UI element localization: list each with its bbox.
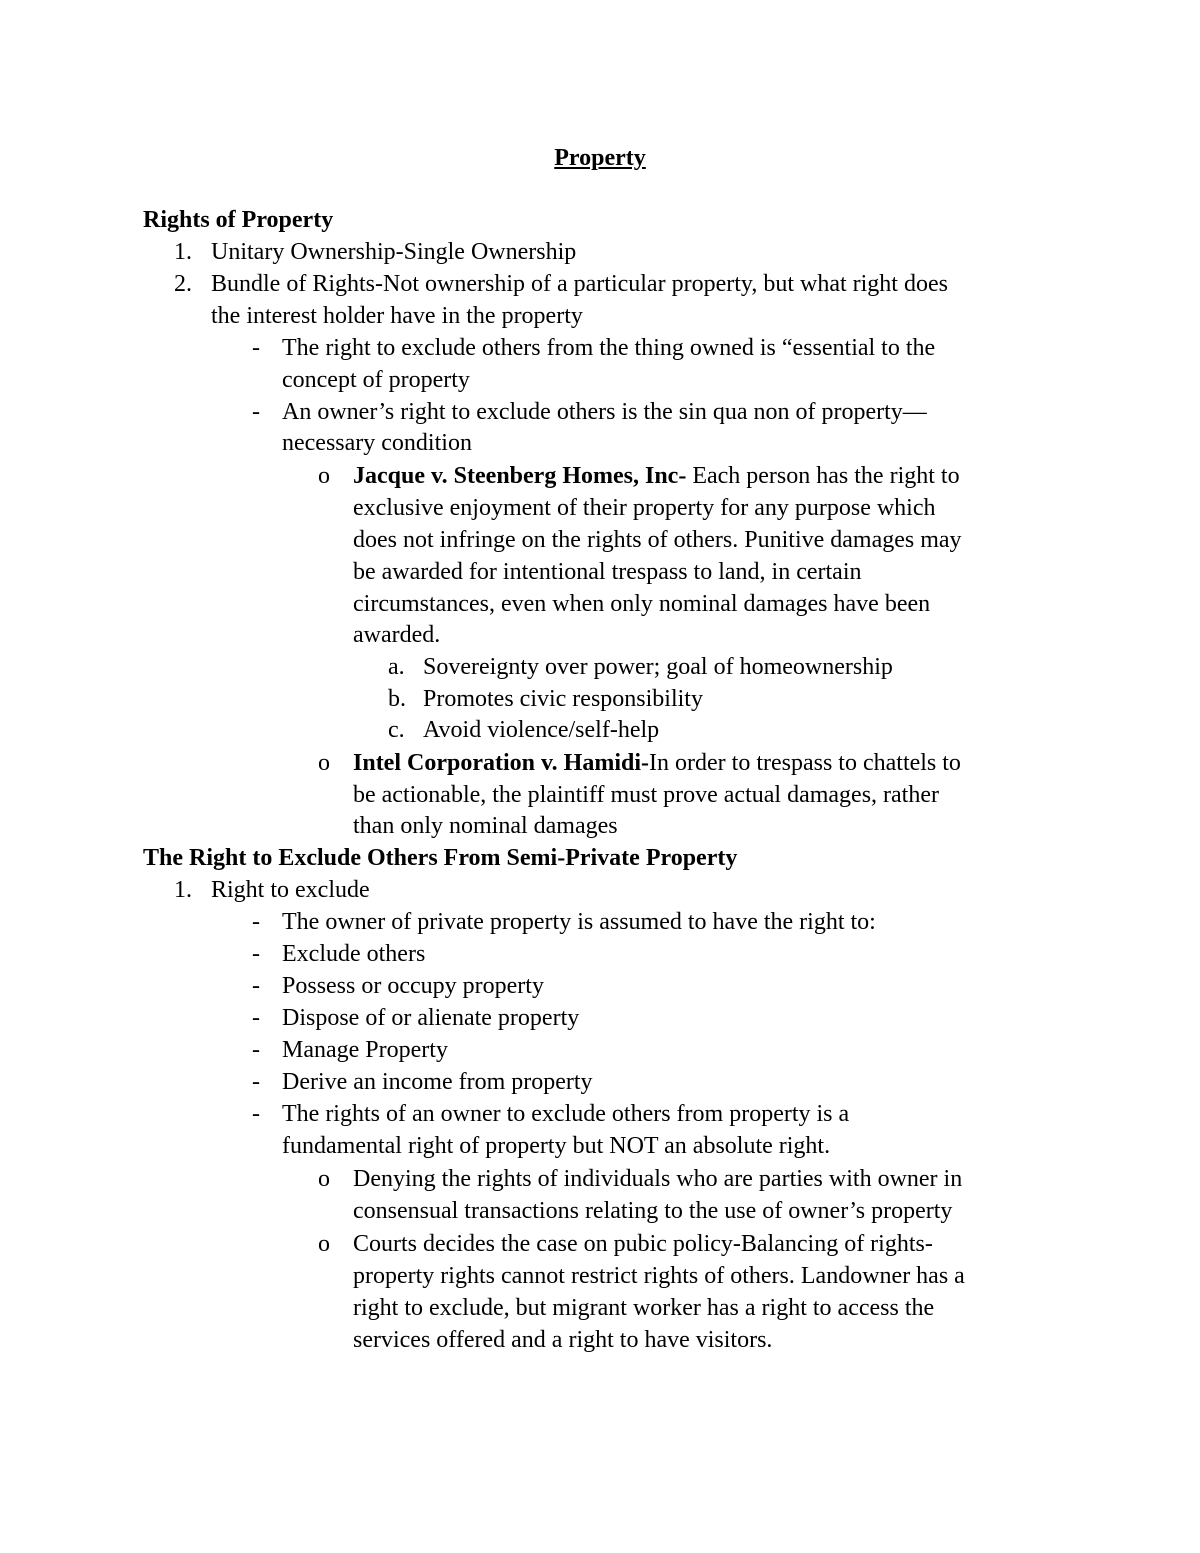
dash-bullet: - bbox=[252, 909, 260, 935]
dash-bullet: - bbox=[252, 399, 260, 425]
bullet-text: fundamental right of property but NOT an absolute right. bbox=[282, 1133, 831, 1159]
list-item-text: the interest holder have in the property bbox=[211, 303, 583, 329]
section-heading-rights-of-property: Rights of Property bbox=[143, 207, 334, 233]
case-text: than only nominal damages bbox=[353, 813, 618, 839]
sub-bullet-text: consensual transactions relating to the use of owner’s property bbox=[353, 1198, 953, 1224]
dash-bullet: - bbox=[252, 1069, 260, 1095]
sub-bullet-text: Denying the rights of individuals who are parties with owner in bbox=[353, 1166, 963, 1192]
case-text: awarded. bbox=[353, 622, 441, 648]
bullet-text: Dispose of or alienate property bbox=[282, 1005, 580, 1031]
case-text: exclusive enjoyment of their property for any purpose which bbox=[353, 495, 936, 521]
case-text: be actionable, the plaintiff must prove actual damages, rather bbox=[353, 782, 939, 808]
case-text: Each person has the right to bbox=[686, 463, 960, 489]
bullet-text: The owner of private property is assumed to have the right to: bbox=[282, 909, 876, 935]
dash-bullet: - bbox=[252, 1037, 260, 1063]
list-number: 1. bbox=[174, 239, 192, 265]
case-name-jacque: Jacque v. Steenberg Homes, Inc- bbox=[353, 463, 687, 489]
bullet-text: The right to exclude others from the thing owned is “essential to the bbox=[282, 335, 936, 361]
case-line bbox=[353, 461, 960, 492]
case-text: In order to trespass to chattels to bbox=[649, 750, 961, 776]
bullet-text: The rights of an owner to exclude others from property is a bbox=[282, 1101, 850, 1127]
sub-item-text: Sovereignty over power; goal of homeownership bbox=[423, 654, 893, 680]
case-text: be awarded for intentional trespass to land, in certain bbox=[353, 559, 862, 585]
bullet-text: An owner’s right to exclude others is the sin qua non of property— bbox=[282, 399, 927, 425]
list-item-text: Bundle of Rights-Not ownership of a particular property, but what right does bbox=[211, 271, 948, 297]
bullet-text: Exclude others bbox=[282, 941, 426, 967]
case-name-intel: Intel Corporation v. Hamidi- bbox=[353, 750, 650, 776]
sub-bullet-text: property rights cannot restrict rights of others. Landowner has a bbox=[353, 1263, 965, 1289]
circle-bullet: o bbox=[318, 463, 330, 489]
bullet-text: necessary condition bbox=[282, 430, 472, 456]
dash-bullet: - bbox=[252, 1005, 260, 1031]
circle-bullet: o bbox=[318, 1166, 330, 1192]
alpha-marker: b. bbox=[388, 686, 406, 712]
list-number: 2. bbox=[174, 271, 192, 297]
list-item-text: Unitary Ownership-Single Ownership bbox=[211, 239, 577, 265]
case-text: circumstances, even when only nominal damages have been bbox=[353, 591, 931, 617]
sub-bullet-text: Courts decides the case on pubic policy-Balancing of rights- bbox=[353, 1231, 933, 1257]
section-heading-right-to-exclude: The Right to Exclude Others From Semi-Private Property bbox=[143, 845, 738, 871]
circle-bullet: o bbox=[318, 1231, 330, 1257]
sub-bullet-text: right to exclude, but migrant worker has a right to access the bbox=[353, 1295, 935, 1321]
alpha-marker: a. bbox=[388, 654, 405, 680]
list-number: 1. bbox=[174, 877, 192, 903]
bullet-text: concept of property bbox=[282, 367, 470, 393]
bullet-text: Manage Property bbox=[282, 1037, 448, 1063]
bullet-text: Possess or occupy property bbox=[282, 973, 544, 999]
alpha-marker: c. bbox=[388, 717, 405, 743]
case-line bbox=[353, 748, 961, 779]
circle-bullet: o bbox=[318, 750, 330, 776]
dash-bullet: - bbox=[252, 1101, 260, 1127]
bullet-text: Derive an income from property bbox=[282, 1069, 593, 1095]
case-text: does not infringe on the rights of others. Punitive damages may bbox=[353, 527, 962, 553]
document-title: Property bbox=[554, 145, 646, 171]
sub-item-text: Promotes civic responsibility bbox=[423, 686, 703, 712]
sub-bullet-text: services offered and a right to have visitors. bbox=[353, 1327, 773, 1353]
dash-bullet: - bbox=[252, 941, 260, 967]
sub-item-text: Avoid violence/self-help bbox=[423, 717, 660, 743]
dash-bullet: - bbox=[252, 335, 260, 361]
dash-bullet: - bbox=[252, 973, 260, 999]
list-item-text: Right to exclude bbox=[211, 877, 370, 903]
